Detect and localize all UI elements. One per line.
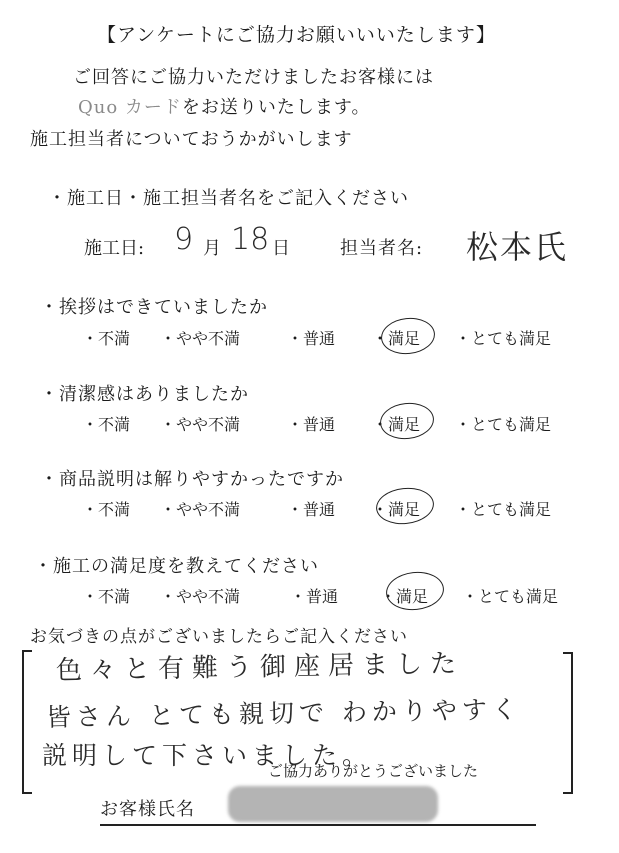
option-neutral: ・普通 [287, 329, 336, 348]
intro-line-2 [78, 93, 370, 119]
quo-card-label: Quo カード [78, 97, 182, 118]
option-somewhat-dissatisfied: ・やや不満 [160, 587, 241, 606]
date-month-unit: 月 [203, 238, 221, 259]
customer-name-underline [100, 824, 536, 826]
survey-title: 【アンケートにご協力お願いいいたします】 [97, 24, 496, 46]
question-2: ・清潔感はありましたか [40, 384, 249, 405]
option-neutral: ・普通 [290, 587, 339, 606]
option-satisfied: ・満足 [380, 587, 429, 606]
selected-option-circle [374, 485, 435, 527]
intro-line-3: 施工担当者についておうかがいします [30, 129, 353, 150]
option-somewhat-dissatisfied: ・やや不満 [160, 415, 241, 434]
date-day-unit: 日 [272, 238, 290, 259]
question-3: ・商品説明は解りやすかったですか [40, 469, 344, 490]
thank-you-note: ご協力ありがとうございました [268, 762, 479, 780]
option-satisfied: ・満足 [372, 329, 421, 348]
section-1-heading: ・施工日・施工担当者名をご記入ください [48, 188, 409, 209]
option-dissatisfied: ・不満 [82, 587, 131, 606]
comment-line-2: 皆さん とても親切で わかりやすく [45, 694, 523, 732]
option-dissatisfied: ・不満 [82, 329, 131, 348]
option-satisfied: ・満足 [372, 415, 421, 434]
staff-label: 担当者名: [340, 238, 424, 259]
staff-name-handwritten: 松本氏 [466, 228, 569, 266]
option-very-satisfied: ・とても満足 [455, 329, 552, 348]
intro-line-2-rest: をお送りいたします。 [181, 97, 371, 118]
selected-option-circle [378, 400, 435, 441]
redacted-customer-name [228, 786, 438, 822]
option-neutral: ・普通 [287, 415, 336, 434]
customer-name-label: お客様氏名 [100, 799, 195, 820]
option-very-satisfied: ・とても満足 [462, 587, 559, 606]
comment-line-3: 説明して下さいました。 [42, 741, 373, 770]
comments-heading: お気づきの点がございましたらご記入ください [30, 627, 408, 647]
comment-line-1: 色々と有難う御座居ました [55, 648, 465, 686]
date-label: 施工日: [84, 238, 145, 259]
option-very-satisfied: ・とても満足 [455, 415, 552, 434]
comment-box-left-bracket [22, 650, 32, 794]
date-month-handwritten: 9 [174, 222, 194, 257]
option-satisfied: ・満足 [372, 500, 421, 519]
question-4: ・施工の満足度を教えてください [34, 556, 319, 577]
option-somewhat-dissatisfied: ・やや不満 [160, 329, 241, 348]
comment-box-right-bracket [563, 652, 573, 794]
intro-line-1: ご回答にご協力いただけましたお客様には [73, 67, 434, 88]
option-dissatisfied: ・不満 [82, 500, 131, 519]
option-somewhat-dissatisfied: ・やや不満 [160, 500, 241, 519]
option-dissatisfied: ・不満 [82, 415, 131, 434]
option-very-satisfied: ・とても満足 [455, 500, 552, 519]
date-day-handwritten: 18 [231, 222, 270, 257]
question-1: ・挨拶はできていましたか [40, 297, 268, 318]
option-neutral: ・普通 [287, 500, 336, 519]
selected-option-circle [379, 315, 436, 356]
